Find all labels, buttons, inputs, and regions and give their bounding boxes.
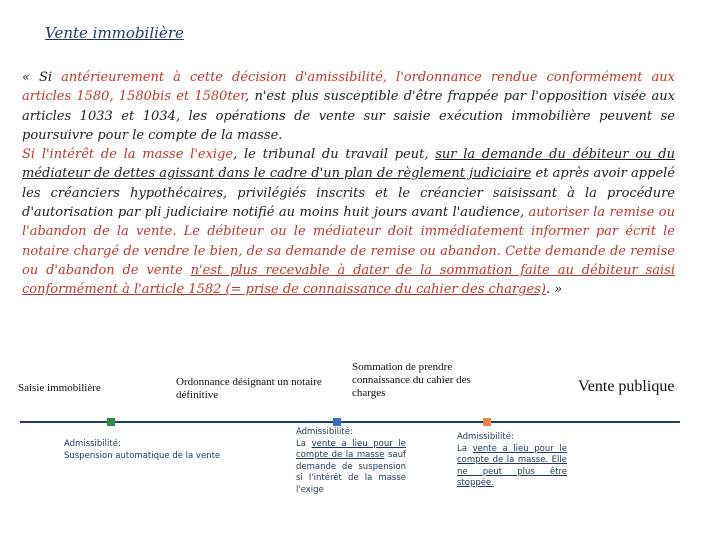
note-text-underlined: vente a lieu pour le compte de la masse. Elle ne peut plus être stoppée. xyxy=(457,443,567,488)
note-text: La xyxy=(296,438,312,449)
marker-admissibilite-3 xyxy=(483,418,491,426)
quote-part: . » xyxy=(545,282,563,298)
label-ordonnance: Ordonnance désignant un notaire définitive xyxy=(176,376,322,401)
note-title: Admissibilité: xyxy=(64,439,121,449)
quote-part-highlight-underlined: n'est plus recevable à dater de la sommation faite au débiteur saisi conformément à l'article 1582 (= prise de connaissance du cahier des charges) xyxy=(22,262,675,298)
marker-admissibilite-1 xyxy=(107,418,115,426)
note-admissibilite-3 xyxy=(457,432,567,490)
timeline-line xyxy=(20,421,680,423)
quote-part-highlight: Si l'intérêt de la masse l'exige xyxy=(22,147,234,163)
quote-part: , n'est plus susceptible d'être frappée par l'opposition visée aux articles 1033 et 1034, les opérations de vente sur saisie exécution immobilière peuvent se poursuivre pour le compte de la masse. xyxy=(22,89,675,143)
label-sommation: Sommation de prendre connaissance du cahier des charges xyxy=(352,361,471,399)
note-text: La xyxy=(457,443,473,454)
note-admissibilite-1 xyxy=(64,439,274,462)
label-saisie: Saisie immobilière xyxy=(18,382,101,394)
marker-admissibilite-2 xyxy=(333,418,341,426)
quote-part-highlight: autoriser la remise ou l'abandon de la vente. Le débiteur ou le médiateur doit immédiatement informer par écrit le notaire chargé de vendre le bien, de sa demande de remise ou abandon. Cette demande de remise ou d'abandon de vente xyxy=(22,205,675,278)
note-admissibilite-2 xyxy=(296,427,406,496)
quote-part-highlight: antérieurement à cette décision d'amissibilité, l'ordonnance rendue conformément aux articles 1580, 1580bis et 1580ter xyxy=(22,70,675,105)
note-title: Admissibilité: xyxy=(457,432,514,442)
page-title: Vente immobilière xyxy=(45,24,184,42)
note-text-underlined: vente a lieu pour le compte de la masse xyxy=(296,438,406,460)
label-vente: Vente publique xyxy=(578,378,675,395)
quote-part: « Si xyxy=(22,70,62,85)
note-text: Suspension automatique de la vente xyxy=(64,450,221,461)
note-title: Admissibilité: xyxy=(296,427,353,437)
note-text: sauf demande de suspension si l'intérêt de la masse l'exige xyxy=(296,450,406,495)
quote-part: , le tribunal du travail peut, xyxy=(233,147,436,163)
quote-part: et après avoir appelé les créanciers hypothécaires, privilégiés inscrits et le créancier saisissant à la procédure d'autorisation par pli judiciaire notifié au moins huit jours avant l'audience, xyxy=(22,166,675,221)
quote-part-underlined: sur la demande du débiteur ou du médiateur de dettes agissant dans le cadre d'un plan de règlement judiciaire xyxy=(22,147,675,182)
legal-quote xyxy=(22,68,675,300)
